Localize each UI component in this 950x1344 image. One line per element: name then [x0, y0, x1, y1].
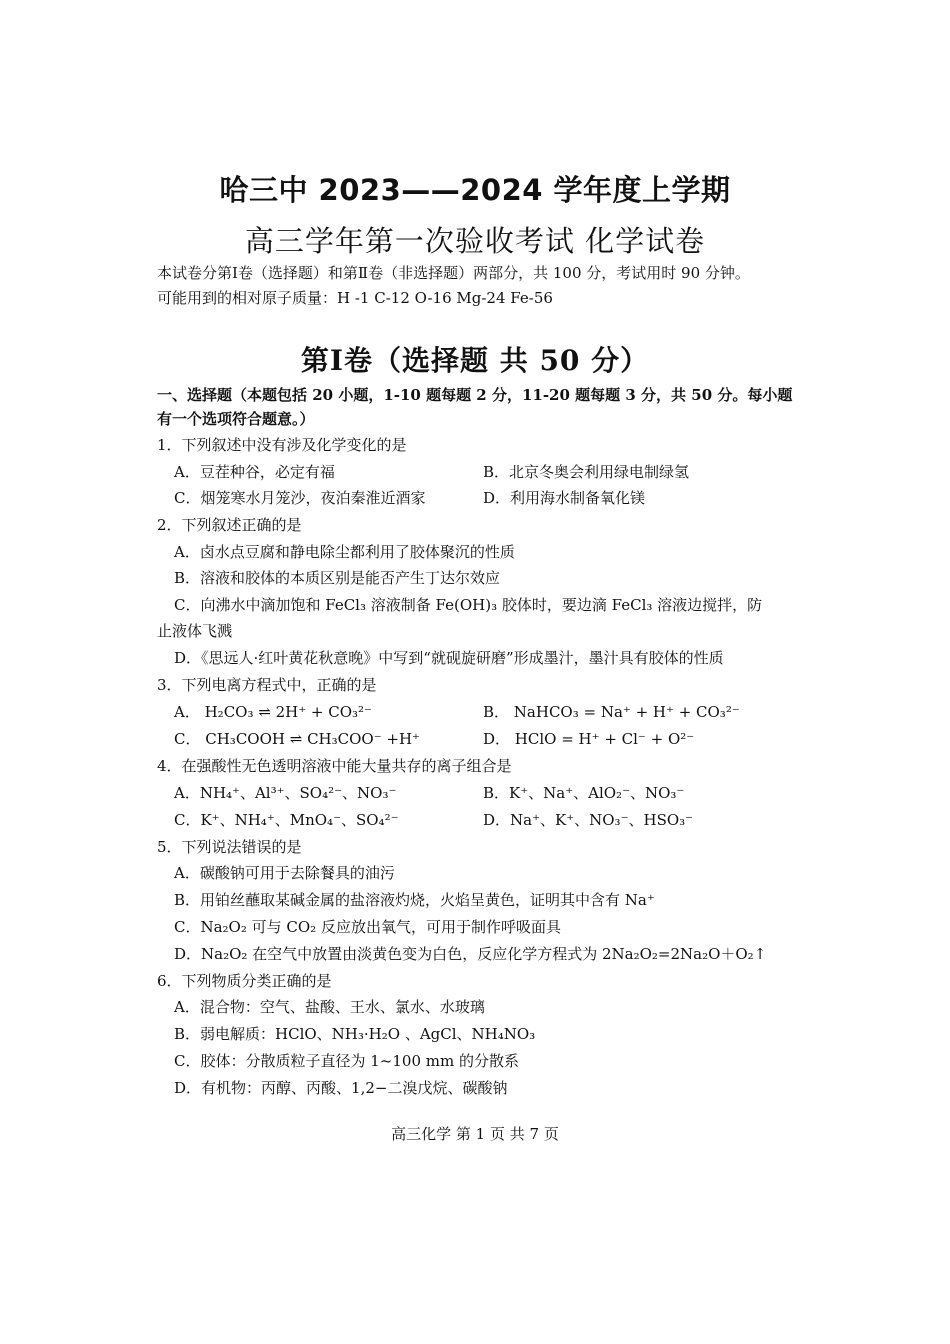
option-b: B．弱电解质：HClO、NH₃·H₂O 、AgCl、NH₄NO₃	[174, 1025, 536, 1043]
option-d: D．Na₂O₂ 在空气中放置由淡黄色变为白色，反应化学方程式为 2Na₂O₂=2Na₂O＋O₂↑	[174, 945, 767, 963]
option-a: A．碳酸钠可用于去除餐具的油污	[174, 864, 395, 882]
option-c: C．K⁺、NH₄⁺、MnO₄⁻、SO₄²⁻	[174, 811, 399, 829]
option-a: A．混合物：空气、盐酸、王水、氯水、水玻璃	[174, 998, 485, 1016]
option-a: A．豆茬种谷，必定有福	[174, 463, 335, 481]
option-c-continued: 止液体飞溅	[157, 622, 233, 640]
question-stem: 6．下列物质分类正确的是	[157, 972, 332, 990]
section-title: 第Ⅰ卷（选择题 共 50 分）	[300, 344, 650, 377]
option-b: B．溶液和胶体的本质区别是能否产生丁达尔效应	[174, 569, 501, 587]
atomic-mass-note: 可能用到的相对原子质量：H -1 C-12 O-16 Mg-24 Fe-56	[157, 289, 553, 307]
section-instructions: 一、选择题（本题包括 20 小题，1-10 题每题 2 分，11-20 题每题 3 分，共 50 分。每小题有一个选项符合题意。）	[157, 386, 793, 428]
option-b: B．北京冬奥会利用绿电制绿氢	[483, 463, 690, 481]
question-stem: 2．下列叙述正确的是	[157, 516, 302, 534]
option-a: A． H₂CO₃ ⇌ 2H⁺ + CO₃²⁻	[174, 703, 372, 721]
option-d: D．有机物：丙醇、丙酸、1,2−二溴戊烷、碳酸钠	[174, 1079, 508, 1097]
option-d: D． HClO = H⁺ + Cl⁻ + O²⁻	[483, 730, 695, 748]
option-c: C．Na₂O₂ 可与 CO₂ 反应放出氧气，可用于制作呼吸面具	[174, 918, 561, 936]
question-stem: 1．下列叙述中没有涉及化学变化的是	[157, 436, 407, 454]
option-c: C．向沸水中滴加饱和 FeCl₃ 溶液制备 Fe(OH)₃ 胶体时，要边滴 FeCl₃ 溶液边搅拌，防	[174, 596, 763, 614]
exam-title: 哈三中 2023——2024 学年度上学期	[219, 173, 731, 207]
option-a: A．卤水点豆腐和静电除尘都利用了胶体聚沉的性质	[174, 543, 515, 561]
option-a: A．NH₄⁺、Al³⁺、SO₄²⁻、NO₃⁻	[174, 784, 397, 802]
option-d: D．《思远人·红叶黄花秋意晚》中写到“就砚旋研磨”形成墨汁，墨汁具有胶体的性质	[174, 649, 724, 667]
option-b: B．用铂丝蘸取某碱金属的盐溶液灼烧，火焰呈黄色，证明其中含有 Na⁺	[174, 891, 655, 909]
question-stem: 3．下列电离方程式中，正确的是	[157, 676, 377, 694]
question-stem: 4．在强酸性无色透明溶液中能大量共存的离子组合是	[157, 757, 512, 775]
option-d: D．利用海水制备氧化镁	[483, 489, 646, 507]
option-c: C．胶体：分散质粒子直径为 1~100 mm 的分散系	[174, 1052, 519, 1070]
option-c: C．烟笼寒水月笼沙，夜泊秦淮近酒家	[174, 489, 426, 507]
question-stem: 5．下列说法错误的是	[157, 838, 302, 856]
option-d: D．Na⁺、K⁺、NO₃⁻、HSO₃⁻	[483, 811, 694, 829]
exam-intro: 本试卷分第Ⅰ卷（选择题）和第Ⅱ卷（非选择题）两部分，共 100 分，考试用时 90 分钟。	[157, 264, 750, 282]
option-b: B． NaHCO₃ = Na⁺ + H⁺ + CO₃²⁻	[483, 703, 740, 721]
option-b: B．K⁺、Na⁺、AlO₂⁻、NO₃⁻	[483, 784, 685, 802]
exam-subtitle: 高三学年第一次验收考试 化学试卷	[244, 224, 706, 258]
option-c: C． CH₃COOH ⇌ CH₃COO⁻ +H⁺	[174, 730, 420, 748]
page-footer: 高三化学 第 1 页 共 7 页	[391, 1125, 559, 1143]
